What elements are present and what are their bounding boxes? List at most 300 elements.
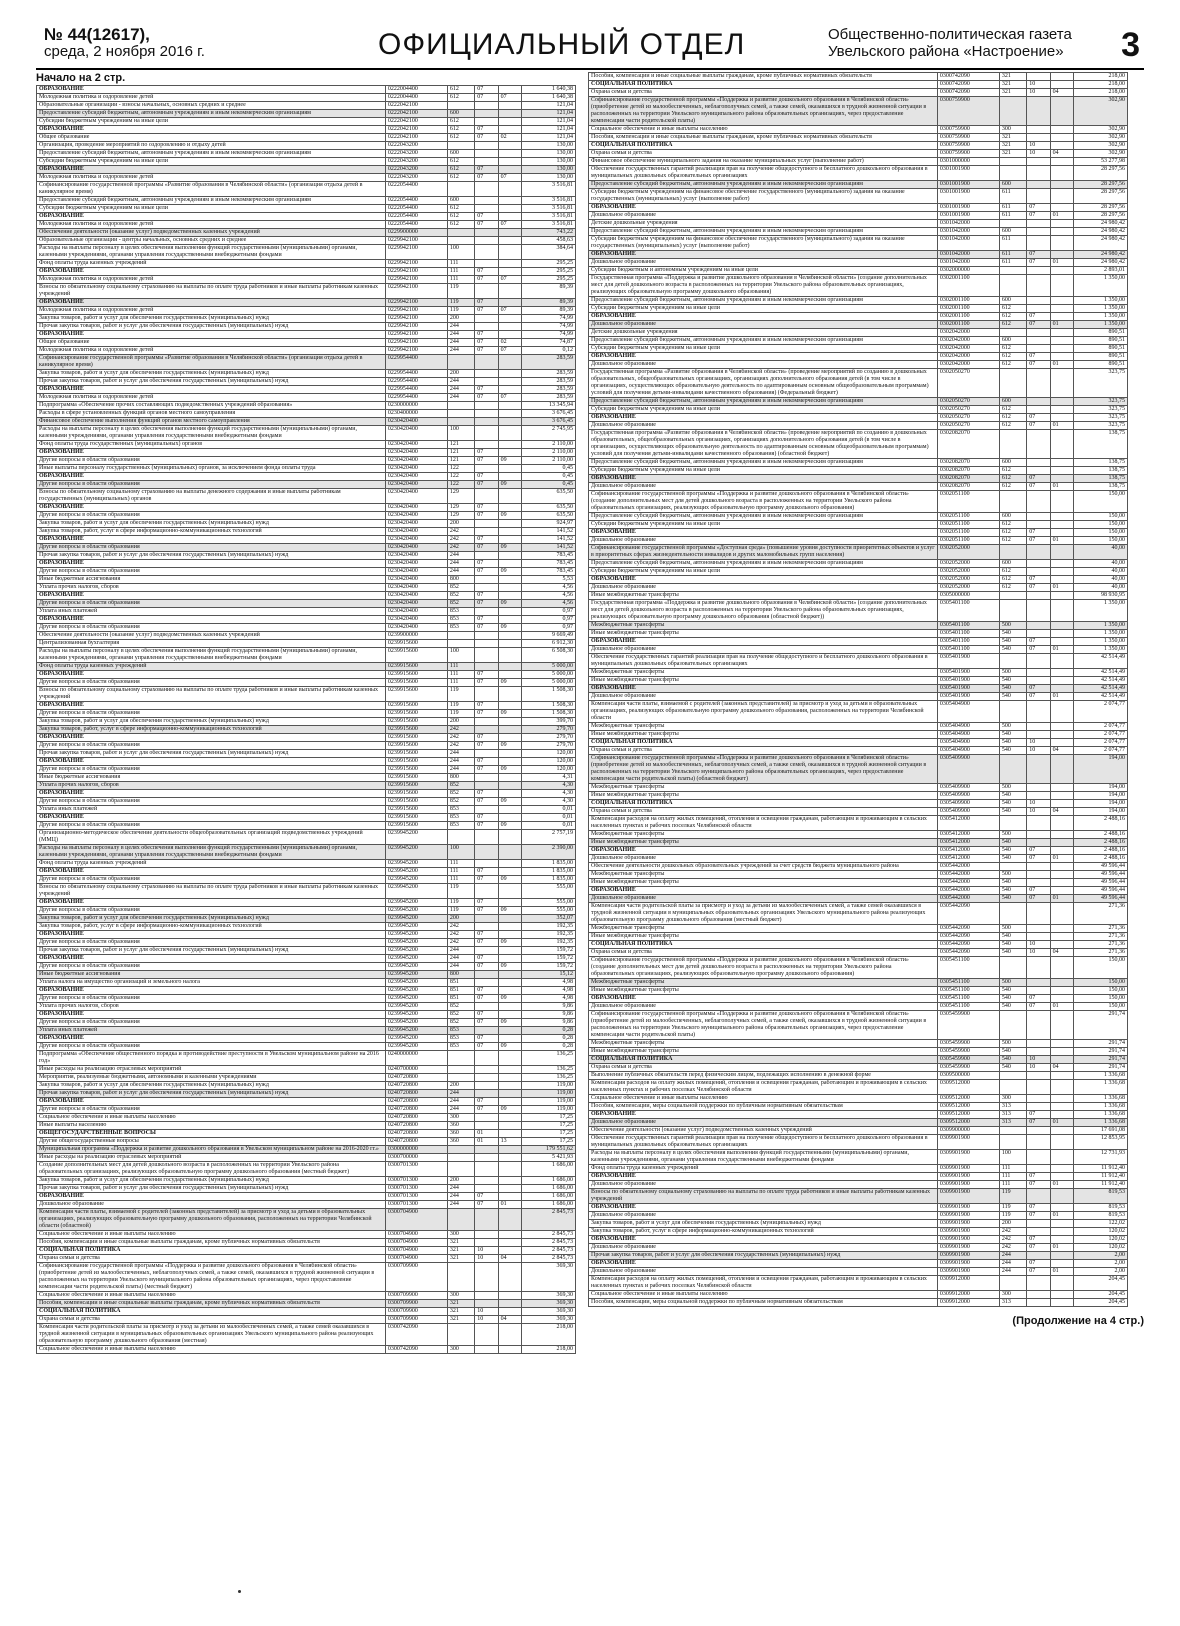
cell-name: Другие вопросы в области образования — [37, 544, 386, 552]
cell-sum: 150,00 — [1074, 513, 1128, 521]
budget-row — [589, 1135, 1128, 1150]
cell-rz: 07 — [1027, 693, 1050, 701]
cell-rz: 07 — [475, 213, 498, 221]
cell-vr: 540 — [999, 949, 1026, 957]
cell-csr: 0305459900 — [937, 1011, 999, 1040]
cell-rz: 07 — [475, 449, 498, 457]
cell-pr — [498, 268, 521, 276]
cell-csr: 0240000000 — [385, 1051, 447, 1066]
budget-row — [589, 1204, 1128, 1212]
cell-pr: 09 — [498, 512, 521, 520]
cell-pr — [1050, 925, 1073, 933]
cell-vr: 500 — [999, 831, 1026, 839]
cell-sum: 323,75 — [1074, 369, 1128, 398]
cell-pr — [1050, 251, 1073, 259]
cell-pr — [498, 1066, 521, 1074]
budget-row — [37, 750, 576, 758]
cell-pr — [1050, 677, 1073, 685]
budget-row — [37, 166, 576, 174]
cell-sum: 28 297,56 — [1074, 204, 1128, 212]
cell-sum: 2 893,01 — [1074, 267, 1128, 275]
cell-sum: 49 596,44 — [1074, 879, 1128, 887]
budget-row — [37, 608, 576, 616]
cell-rz — [1027, 297, 1050, 305]
budget-row — [589, 313, 1128, 321]
cell-rz — [1027, 1189, 1050, 1204]
budget-row — [37, 584, 576, 592]
cell-pr — [1050, 1165, 1073, 1173]
cell-pr: 09 — [498, 995, 521, 1003]
cell-pr: 09 — [498, 963, 521, 971]
cell-csr: 0240720800 — [385, 1138, 447, 1146]
cell-name: Прочая закупка товаров, работ и услуг для обеспечения государственных (муниципальных) нужд — [37, 947, 386, 955]
cell-rz: 07 — [475, 536, 498, 544]
cell-rz: 07 — [1027, 483, 1050, 491]
cell-rz — [1027, 622, 1050, 630]
cell-rz: 01 — [475, 1130, 498, 1138]
cell-csr: 0305401100 — [937, 622, 999, 630]
cell-name: Софинансирование государственной программы «Поддержка и развитие дошкольного образования в Челябинской области» (создание дополнительных мест для детей дошкольного возраста в расположенных на территории Увельского района образовательных организациях, реализующих образовательную программу дошкольного образования) — [589, 491, 938, 513]
cell-pr — [1050, 723, 1073, 731]
page-header — [36, 22, 1144, 72]
cell-csr: 0302042000 — [937, 329, 999, 337]
cell-name: ОБРАЗОВАНИЕ — [37, 386, 386, 394]
cell-name: Иные бюджетные ассигнования — [37, 576, 386, 584]
cell-sum: 13 345,94 — [522, 402, 576, 410]
cell-csr: 0302082070 — [937, 483, 999, 491]
cell-vr: 540 — [999, 808, 1026, 816]
budget-row — [589, 925, 1128, 933]
cell-vr: 540 — [999, 630, 1026, 638]
budget-row — [589, 1244, 1128, 1252]
cell-pr: 01 — [1050, 422, 1073, 430]
cell-sum: 302,90 — [1074, 142, 1128, 150]
budget-row — [37, 1185, 576, 1193]
cell-sum: 291,74 — [1074, 1048, 1128, 1056]
cell-pr: 01 — [1050, 693, 1073, 701]
cell-sum: 28 297,56 — [1074, 166, 1128, 181]
cell-csr: 0300759900 — [937, 150, 999, 158]
budget-row — [37, 734, 576, 742]
cell-pr — [1050, 941, 1073, 949]
cell-name: Молодежная политика и оздоровление детей — [37, 347, 386, 355]
cell-vr: 540 — [999, 747, 1026, 755]
cell-csr: 0305409900 — [937, 784, 999, 792]
cell-vr: 242 — [999, 1228, 1026, 1236]
cell-name: Предоставление субсидий бюджетным, автономным учреждениям и иным некоммерческим организациям — [37, 110, 386, 118]
budget-row — [589, 275, 1128, 297]
cell-vr — [447, 1209, 474, 1231]
cell-pr: 01 — [1050, 584, 1073, 592]
cell-rz — [1027, 1220, 1050, 1228]
cell-csr: 0300742090 — [937, 73, 999, 81]
budget-row — [589, 895, 1128, 903]
cell-rz: 07 — [475, 1035, 498, 1043]
cell-csr: 0222043200 — [385, 158, 447, 166]
cell-csr: 0230400000 — [385, 410, 447, 418]
cell-sum: 9,86 — [522, 1019, 576, 1027]
cell-csr: 0229942100 — [385, 347, 447, 355]
cell-csr: 0305451100 — [937, 957, 999, 979]
cell-vr: 500 — [999, 784, 1026, 792]
cell-name: ОБРАЗОВАНИЕ — [589, 313, 938, 321]
cell-name: Дошкольное образование — [589, 646, 938, 654]
budget-row — [589, 576, 1128, 584]
cell-name: Прочая закупка товаров, работ и услуг для обеспечения государственных (муниципальных) нужд — [37, 552, 386, 560]
cell-vr: 111 — [999, 1165, 1026, 1173]
cell-csr: 0302052000 — [937, 545, 999, 560]
cell-csr: 0300700000 — [385, 1154, 447, 1162]
cell-vr: 612 — [999, 305, 1026, 313]
cell-csr: 0301001900 — [937, 204, 999, 212]
cell-name: ОБРАЗОВАНИЕ — [37, 868, 386, 876]
cell-csr: 0239915600 — [385, 671, 447, 679]
cell-sum: 159,72 — [522, 947, 576, 955]
cell-sum: 279,70 — [522, 726, 576, 734]
cell-sum: 2 074,77 — [1074, 723, 1128, 731]
cell-csr: 0230420400 — [385, 608, 447, 616]
budget-row — [37, 806, 576, 814]
cell-pr — [1050, 1048, 1073, 1056]
cell-sum: 42 514,49 — [1074, 693, 1128, 701]
cell-rz — [1027, 701, 1050, 723]
budget-row — [589, 630, 1128, 638]
cell-csr: 0230420400 — [385, 592, 447, 600]
cell-pr — [1050, 305, 1073, 313]
cell-vr: 852 — [447, 790, 474, 798]
cell-sum: 323,75 — [1074, 398, 1128, 406]
budget-row — [589, 1056, 1128, 1064]
cell-vr: 853 — [447, 806, 474, 814]
cell-vr: 800 — [447, 774, 474, 782]
cell-sum: 283,59 — [522, 355, 576, 370]
cell-pr: 01 — [1050, 855, 1073, 863]
cell-rz — [1027, 1011, 1050, 1040]
cell-sum: 819,53 — [1074, 1189, 1128, 1204]
cell-pr — [498, 118, 521, 126]
cell-rz — [475, 355, 498, 370]
cell-csr: 0309901900 — [937, 1252, 999, 1260]
cell-sum: 218,00 — [522, 1324, 576, 1346]
budget-row — [37, 1154, 576, 1162]
cell-vr: 111 — [447, 260, 474, 268]
cell-csr: 0309901900 — [937, 1220, 999, 1228]
cell-pr — [498, 284, 521, 299]
cell-pr: 09 — [498, 679, 521, 687]
cell-pr: 02 — [498, 339, 521, 347]
cell-vr: 119 — [999, 1204, 1026, 1212]
cell-name: Охрана семьи и детства — [37, 1255, 386, 1263]
cell-sum: 121,04 — [522, 102, 576, 110]
cell-rz: 07 — [475, 671, 498, 679]
budget-row — [589, 181, 1128, 189]
cell-sum: 271,36 — [1074, 903, 1128, 925]
budget-table-left — [36, 85, 576, 1354]
cell-rz: 07 — [475, 600, 498, 608]
cell-name: Иные межбюджетные трансферты — [589, 630, 938, 638]
cell-name: ОБРАЗОВАНИЕ — [37, 702, 386, 710]
cell-pr: 01 — [1050, 1244, 1073, 1252]
budget-row — [589, 568, 1128, 576]
cell-vr: 540 — [999, 1048, 1026, 1056]
budget-row — [37, 229, 576, 237]
cell-sum: 890,51 — [1074, 329, 1128, 337]
cell-rz — [1027, 267, 1050, 275]
cell-pr — [498, 899, 521, 907]
cell-pr — [498, 884, 521, 899]
cell-rz: 07 — [475, 94, 498, 102]
cell-vr: 111 — [447, 671, 474, 679]
cell-vr: 111 — [447, 276, 474, 284]
cell-sum: 179 551,62 — [522, 1146, 576, 1154]
budget-row — [589, 685, 1128, 693]
cell-csr: 0230420400 — [385, 441, 447, 449]
cell-sum: 3 676,45 — [522, 418, 576, 426]
cell-csr: 0239915600 — [385, 790, 447, 798]
cell-csr: 0239945200 — [385, 845, 447, 860]
cell-sum: 119,00 — [522, 1106, 576, 1114]
cell-pr — [498, 1300, 521, 1308]
cell-vr: 100 — [447, 426, 474, 441]
cell-pr — [1050, 816, 1073, 831]
cell-pr — [1050, 701, 1073, 723]
cell-vr: 612 — [999, 414, 1026, 422]
cell-pr — [1050, 228, 1073, 236]
cell-name: ОБРАЗОВАНИЕ — [37, 331, 386, 339]
cell-vr: 244 — [447, 963, 474, 971]
cell-rz — [475, 118, 498, 126]
cell-vr: 321 — [447, 1239, 474, 1247]
cell-vr — [447, 1324, 474, 1346]
cell-rz — [475, 648, 498, 663]
budget-row — [37, 418, 576, 426]
cell-csr: 0239945200 — [385, 907, 447, 915]
cell-csr: 0305412000 — [937, 839, 999, 847]
cell-pr — [1050, 353, 1073, 361]
cell-csr: 0305459900 — [937, 1064, 999, 1072]
cell-pr: 07 — [498, 394, 521, 402]
cell-sum: 0,45 — [522, 465, 576, 473]
cell-sum: 302,90 — [1074, 134, 1128, 142]
cell-name: Предоставление субсидий бюджетным, автономным учреждениям и иным некоммерческим организациям — [37, 150, 386, 158]
cell-csr: 0229954400 — [385, 386, 447, 394]
budget-row — [589, 855, 1128, 863]
budget-row — [589, 305, 1128, 313]
budget-row — [589, 467, 1128, 475]
cell-sum: 2 074,77 — [1074, 739, 1128, 747]
cell-sum: 28 297,56 — [1074, 181, 1128, 189]
cell-pr: 01 — [1050, 361, 1073, 369]
cell-sum: 4,98 — [522, 979, 576, 987]
cell-pr — [498, 528, 521, 536]
budget-row — [37, 899, 576, 907]
budget-row — [37, 687, 576, 702]
cell-vr: 540 — [999, 995, 1026, 1003]
cell-vr: 119 — [999, 1212, 1026, 1220]
cell-sum: 192,35 — [522, 939, 576, 947]
cell-pr — [498, 473, 521, 481]
cell-csr: 0305442090 — [937, 941, 999, 949]
cell-csr: 0305442090 — [937, 949, 999, 957]
cell-csr: 0300759900 — [937, 126, 999, 134]
cell-csr: 0301042000 — [937, 259, 999, 267]
budget-row — [37, 1035, 576, 1043]
cell-vr: 244 — [447, 378, 474, 386]
cell-csr: 0305404900 — [937, 701, 999, 723]
cell-sum: 194,00 — [1074, 808, 1128, 816]
cell-sum: 130,00 — [522, 158, 576, 166]
cell-vr — [447, 632, 474, 640]
cell-pr — [498, 1324, 521, 1346]
cell-pr — [498, 671, 521, 679]
cell-pr — [498, 166, 521, 174]
cell-rz: 07 — [1027, 313, 1050, 321]
cell-pr — [1050, 731, 1073, 739]
cell-csr: 0302001100 — [937, 305, 999, 313]
cell-csr: 0240720800 — [385, 1082, 447, 1090]
cell-rz: 10 — [475, 1255, 498, 1263]
cell-rz: 07 — [1027, 212, 1050, 220]
cell-name: Охрана семьи и детства — [589, 949, 938, 957]
cell-csr: 0305401900 — [937, 677, 999, 685]
cell-vr — [999, 903, 1026, 925]
cell-csr: 0239945200 — [385, 1019, 447, 1027]
cell-rz — [1027, 430, 1050, 459]
cell-rz — [475, 410, 498, 418]
cell-name: ОБРАЗОВАНИЕ — [37, 616, 386, 624]
cell-vr: 129 — [447, 489, 474, 504]
cell-vr: 612 — [999, 529, 1026, 537]
cell-vr: 200 — [447, 520, 474, 528]
cell-csr: 0305451100 — [937, 995, 999, 1003]
cell-sum: 24 980,42 — [1074, 228, 1128, 236]
cell-pr — [1050, 1252, 1073, 1260]
cell-csr: 0239945200 — [385, 876, 447, 884]
cell-rz — [1027, 600, 1050, 622]
budget-row — [589, 560, 1128, 568]
budget-row — [37, 544, 576, 552]
cell-sum: 635,50 — [522, 504, 576, 512]
cell-name: СОЦИАЛЬНАЯ ПОЛИТИКА — [589, 739, 938, 747]
newspaper-name-line1: Общественно-политическая газета — [828, 26, 1072, 43]
cell-sum: 5 000,00 — [522, 679, 576, 687]
cell-rz: 07 — [1027, 1111, 1050, 1119]
cell-rz — [475, 830, 498, 845]
cell-csr: 0230420400 — [385, 449, 447, 457]
cell-sum: 24 980,42 — [1074, 236, 1128, 251]
cell-sum: 890,51 — [1074, 353, 1128, 361]
cell-csr: 0239915600 — [385, 734, 447, 742]
cell-rz: 10 — [1027, 800, 1050, 808]
budget-row — [589, 847, 1128, 855]
cell-vr: 321 — [447, 1247, 474, 1255]
cell-rz: 07 — [475, 758, 498, 766]
cell-name: Пособия, компенсации и иные социальные выплаты гражданам, кроме публичных нормативных обязательств — [37, 1239, 386, 1247]
cell-csr: 0300742090 — [385, 1346, 447, 1354]
cell-pr — [498, 441, 521, 449]
cell-csr: 0309901900 — [937, 1173, 999, 1181]
cell-rz — [475, 632, 498, 640]
cell-sum: 42 514,49 — [1074, 685, 1128, 693]
cell-csr: 0229942100 — [385, 299, 447, 307]
cell-sum: 0,01 — [522, 822, 576, 830]
cell-pr — [498, 560, 521, 568]
cell-csr: 0301042000 — [937, 236, 999, 251]
budget-row — [37, 1074, 576, 1082]
cell-sum: 2 488,16 — [1074, 839, 1128, 847]
cell-sum: 1 686,00 — [522, 1177, 576, 1185]
cell-sum: 0,28 — [522, 1043, 576, 1051]
budget-row — [37, 616, 576, 624]
cell-vr: 242 — [447, 536, 474, 544]
cell-vr: 612 — [999, 521, 1026, 529]
budget-row — [589, 220, 1128, 228]
cell-csr: 0240720800 — [385, 1090, 447, 1098]
cell-csr: 0239915600 — [385, 758, 447, 766]
cell-pr — [498, 806, 521, 814]
budget-row — [589, 406, 1128, 414]
cell-rz: 07 — [1027, 537, 1050, 545]
cell-vr — [999, 369, 1026, 398]
cell-pr — [1050, 398, 1073, 406]
cell-pr — [1050, 568, 1073, 576]
cell-sum: 4,30 — [522, 790, 576, 798]
cell-sum: 2 074,77 — [1074, 731, 1128, 739]
cell-csr: 0302050270 — [937, 406, 999, 414]
cell-name: Социальное обеспечение и иные выплаты населению — [589, 126, 938, 134]
cell-vr: 853 — [447, 624, 474, 632]
cell-csr: 0301001900 — [937, 166, 999, 181]
cell-vr: 600 — [999, 337, 1026, 345]
cell-pr — [1050, 345, 1073, 353]
cell-sum: 0,45 — [522, 473, 576, 481]
cell-sum: 1 508,30 — [522, 702, 576, 710]
cell-sum: 555,00 — [522, 899, 576, 907]
cell-rz: 07 — [1027, 422, 1050, 430]
cell-rz — [475, 205, 498, 213]
budget-row — [37, 1066, 576, 1074]
cell-sum: 74,87 — [522, 339, 576, 347]
cell-vr: 611 — [999, 212, 1026, 220]
cell-name: СОЦИАЛЬНАЯ ПОЛИТИКА — [589, 81, 938, 89]
cell-name: Дошкольное образование — [589, 1119, 938, 1127]
cell-sum: 1 835,00 — [522, 876, 576, 884]
budget-row — [37, 441, 576, 449]
cell-csr: 0239945200 — [385, 1043, 447, 1051]
cell-name: Софинансирование государственной программы «Доступная среда» (повышение уровня доступности приоритетных объектов и услуг в приоритетных сферах жизнедеятельности инвалидов и других маломобильных групп населения) — [589, 545, 938, 560]
cell-rz — [1027, 560, 1050, 568]
cell-sum: 783,45 — [522, 552, 576, 560]
cell-sum: 3 676,45 — [522, 410, 576, 418]
budget-row — [37, 963, 576, 971]
cell-pr — [1050, 545, 1073, 560]
cell-csr: 0305401900 — [937, 685, 999, 693]
budget-row — [589, 1268, 1128, 1276]
cell-csr: 0230420400 — [385, 552, 447, 560]
cell-sum: 138,75 — [1074, 459, 1128, 467]
budget-row — [589, 1291, 1128, 1299]
cell-name: ОБРАЗОВАНИЕ — [37, 86, 386, 94]
budget-row — [589, 1111, 1128, 1119]
cell-pr — [1050, 459, 1073, 467]
cell-sum: 555,00 — [522, 907, 576, 915]
cell-sum: 0,28 — [522, 1027, 576, 1035]
cell-name: Предоставление субсидий бюджетным, автономным учреждениям и иным некоммерческим организациям — [37, 197, 386, 205]
cell-vr: 540 — [999, 800, 1026, 808]
cell-name: Расходы на выплаты персоналу в целях обеспечения выполнения функций государственными (муниципальными) органами, казенными учреждениями, органами управления государственными внебюджетными фондами — [37, 845, 386, 860]
cell-name: Расходы в сфере установленных функций органов местного самоуправления — [37, 410, 386, 418]
cell-vr: 611 — [999, 189, 1026, 204]
